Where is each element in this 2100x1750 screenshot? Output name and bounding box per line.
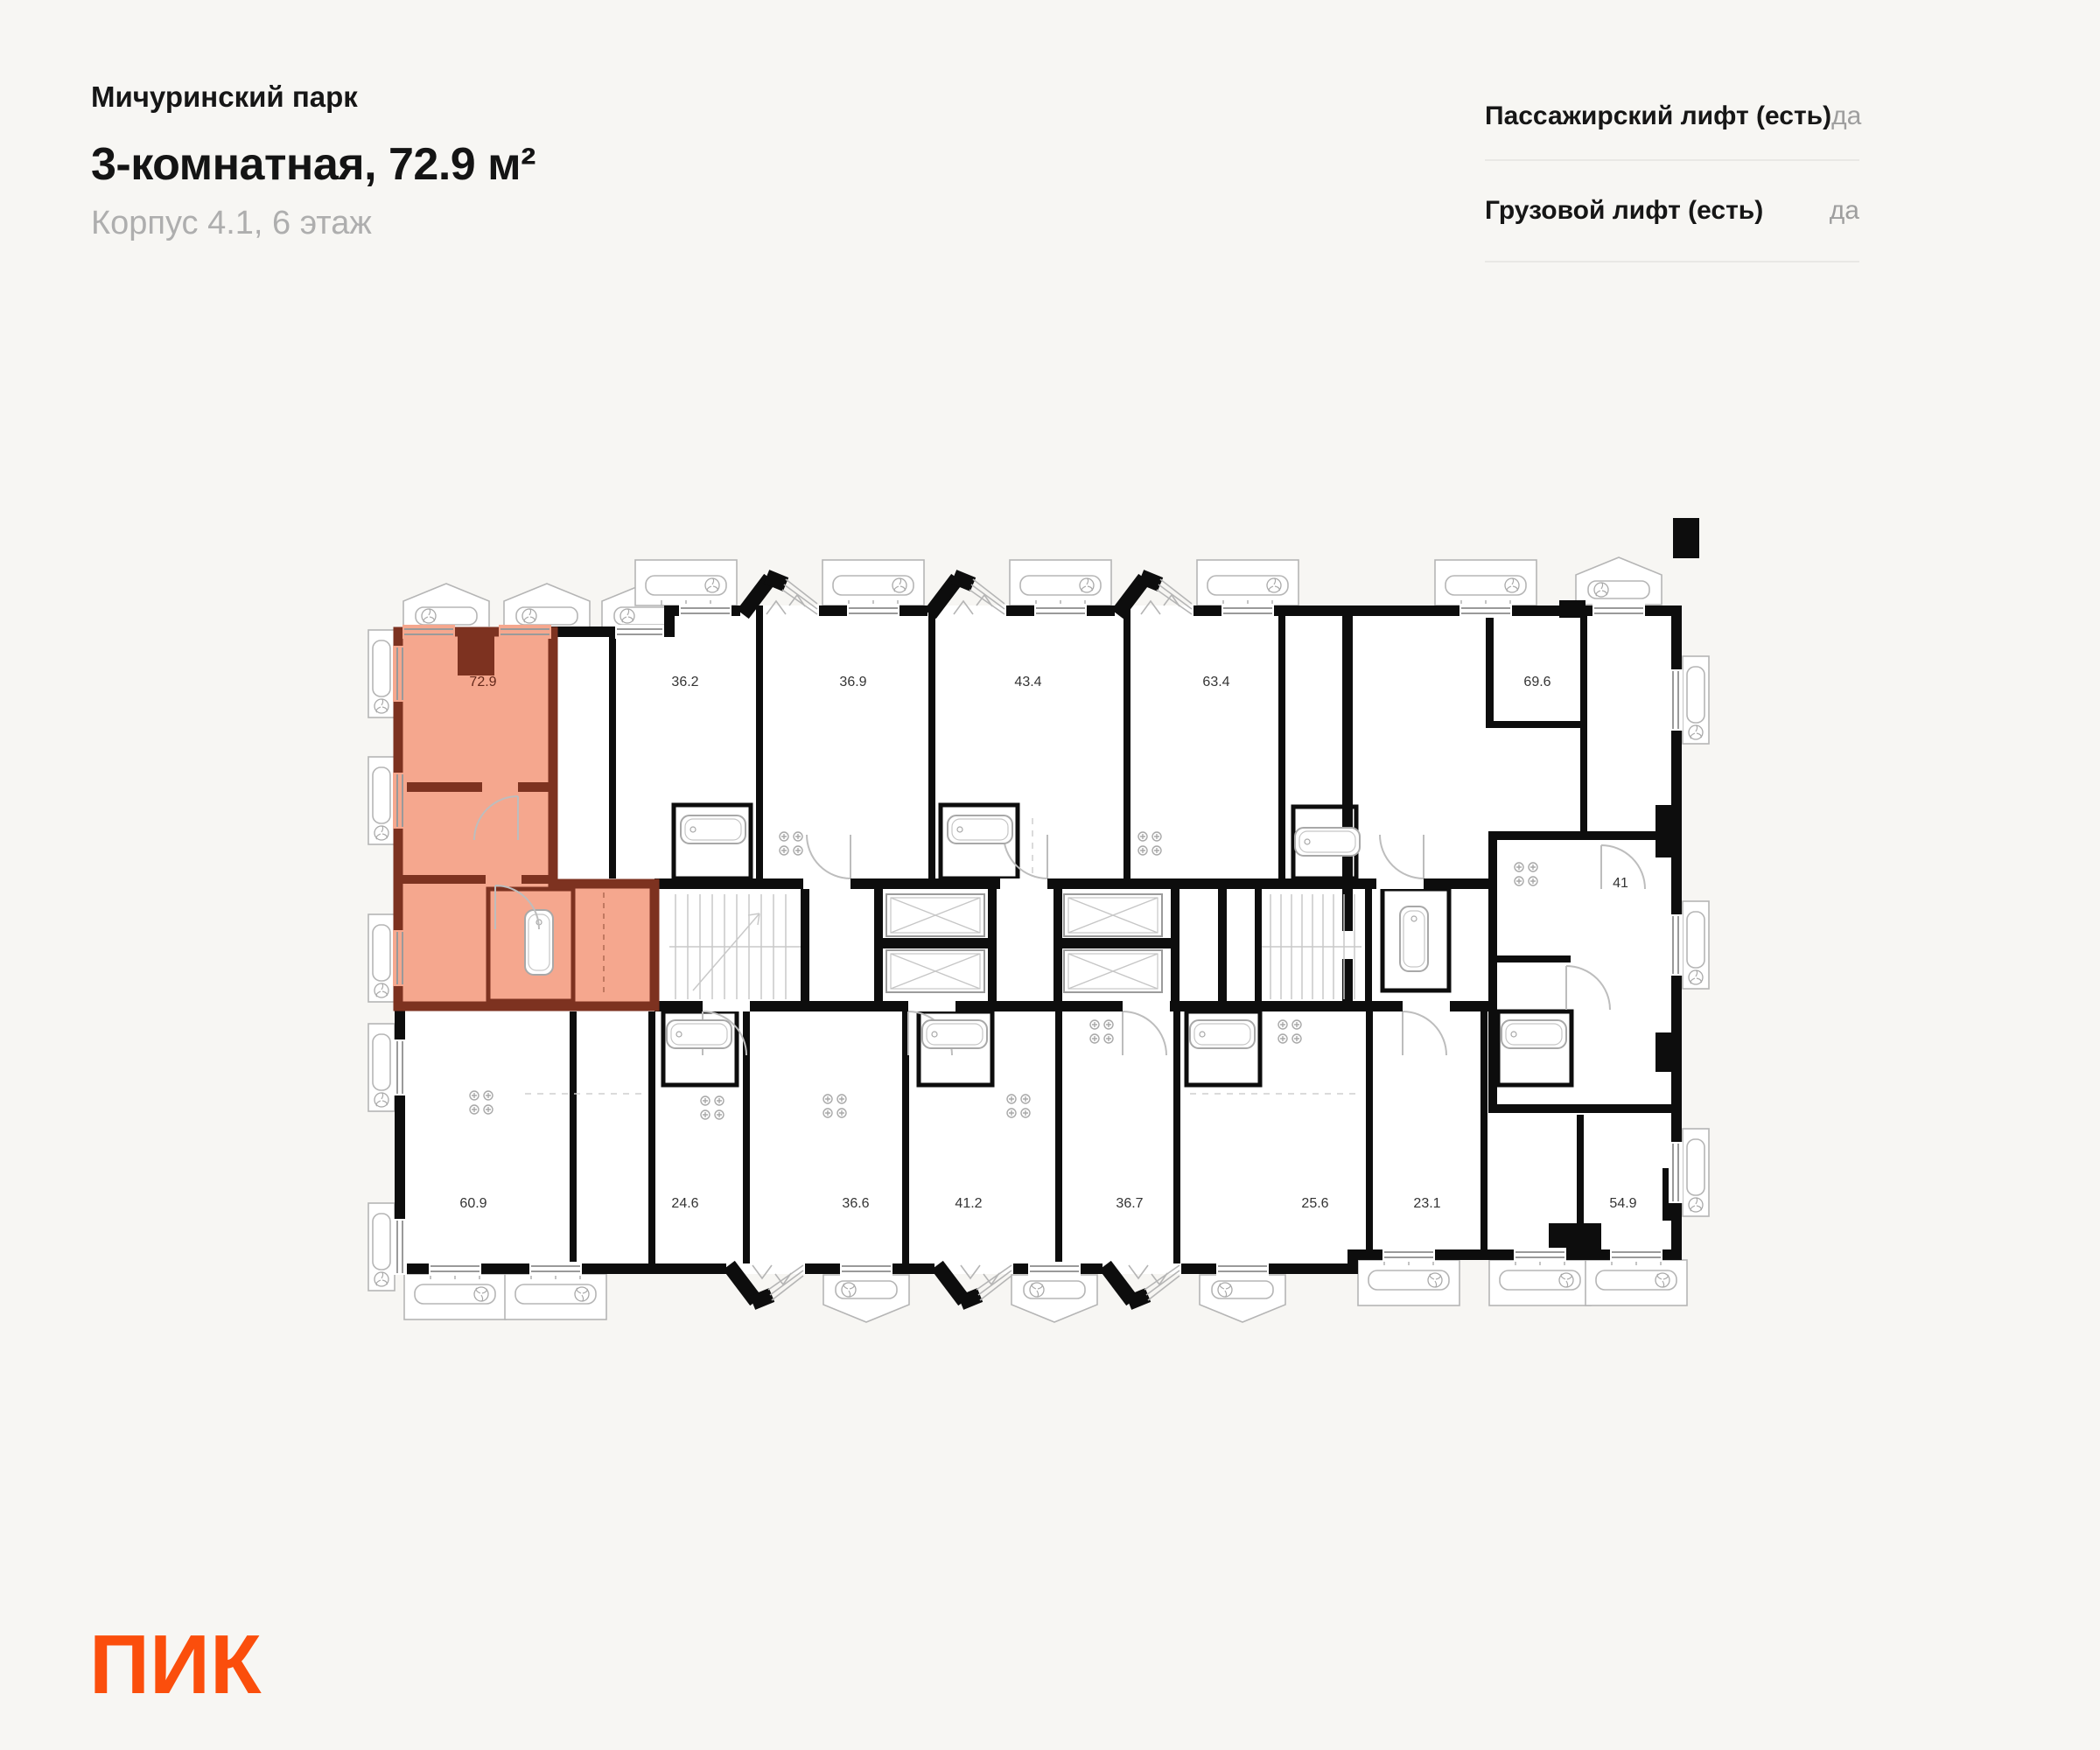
pik-logo[interactable]: ПИК xyxy=(89,1618,262,1712)
unit-area-label: 43.4 xyxy=(1014,675,1042,690)
building-floor-subtitle: Корпус 4.1, 6 этаж xyxy=(91,205,372,242)
unit-area-label: 60.9 xyxy=(459,1196,487,1211)
unit-area-label: 36.9 xyxy=(839,675,867,690)
amenity-label: Грузовой лифт (есть) xyxy=(1485,196,1764,225)
unit-area-label: 36.7 xyxy=(1116,1196,1144,1211)
page-title: 3-комнатная, 72.9 м² xyxy=(91,139,536,190)
amenity-value: да xyxy=(1829,196,1859,225)
unit-area-label: 41 xyxy=(1613,876,1628,891)
amenity-label: Пассажирский лифт (есть) xyxy=(1485,102,1832,130)
unit-area-label: 36.2 xyxy=(671,675,699,690)
unit-area-label: 25.6 xyxy=(1301,1196,1329,1211)
unit-area-label: 54.9 xyxy=(1609,1196,1637,1211)
unit-area-label: 63.4 xyxy=(1202,675,1230,690)
project-name: Мичуринский парк xyxy=(91,80,358,113)
amenity-value: да xyxy=(1831,102,1862,130)
unit-area-label: 24.6 xyxy=(671,1196,699,1211)
unit-area-label: 36.6 xyxy=(842,1196,870,1211)
unit-area-label: 69.6 xyxy=(1523,675,1551,690)
unit-area-label-highlighted: 72.9 xyxy=(469,675,497,690)
unit-area-label: 23.1 xyxy=(1413,1196,1441,1211)
elevator-core-a xyxy=(874,878,997,1012)
unit-area-label: 41.2 xyxy=(955,1196,983,1211)
